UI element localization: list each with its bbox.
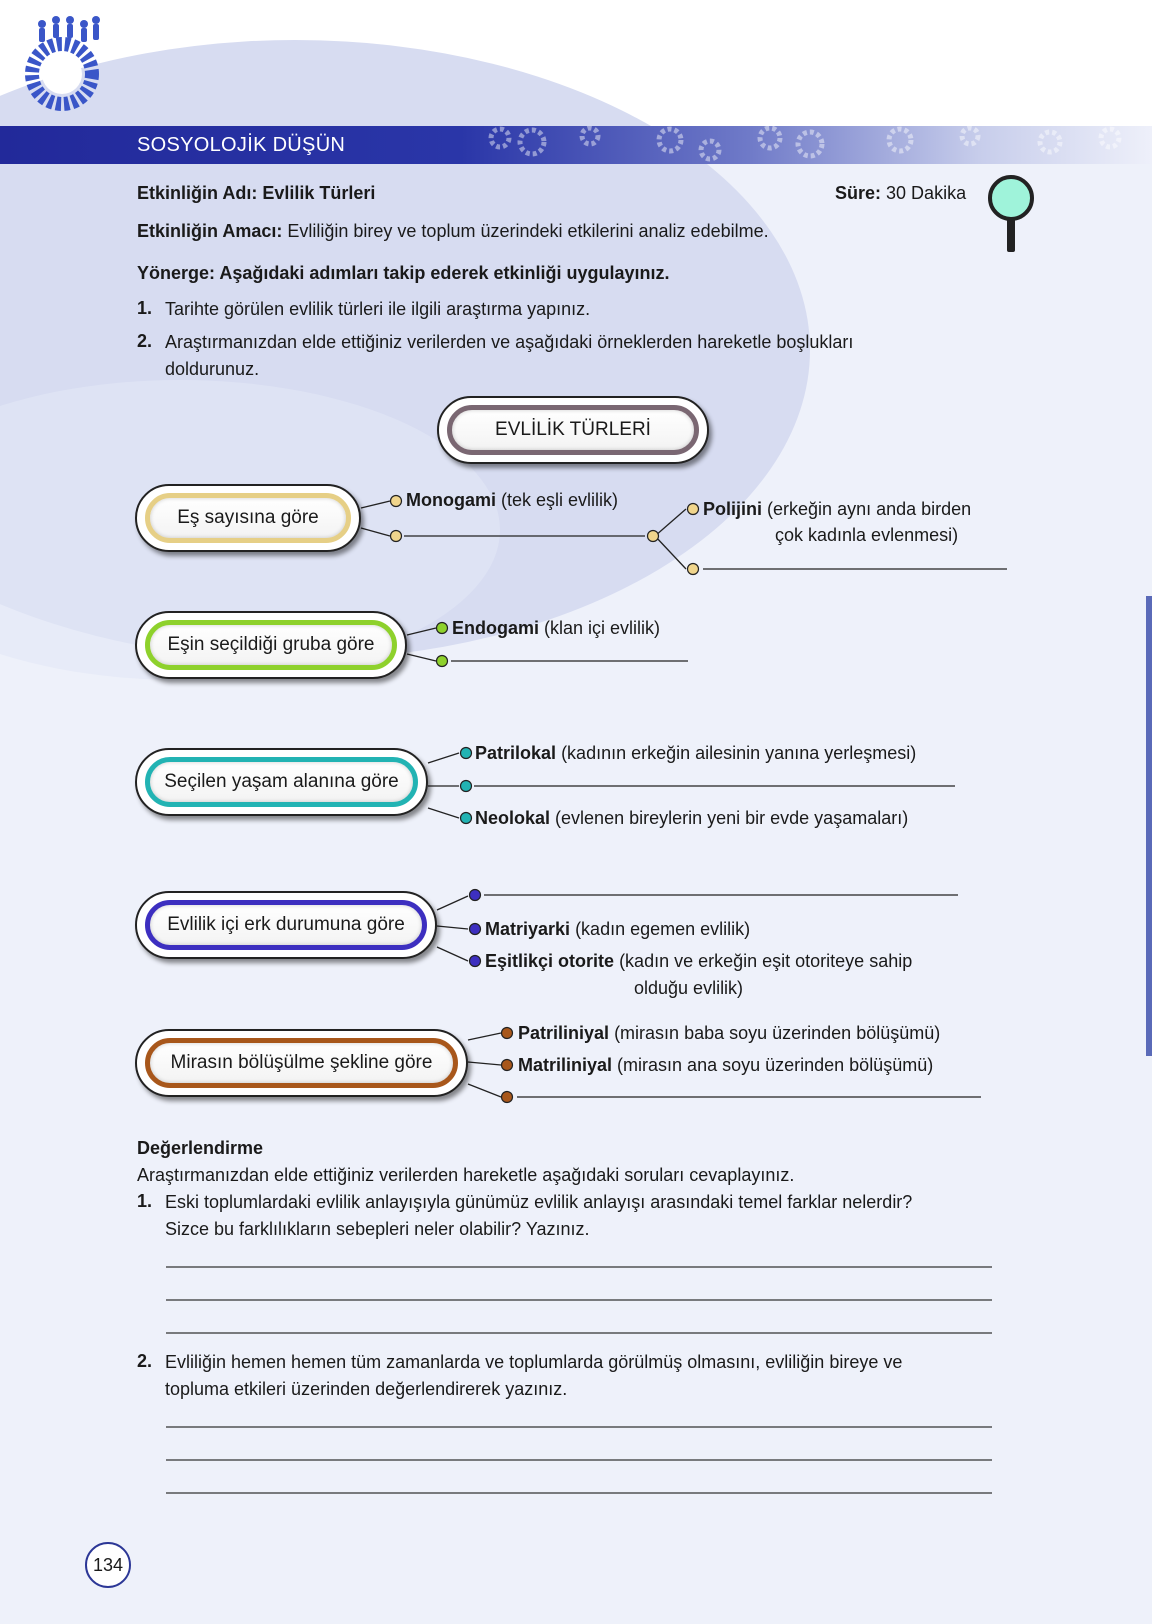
item-term: Neolokal (475, 808, 551, 828)
connector-line (428, 808, 459, 818)
step-number: 2. (137, 331, 153, 351)
category-label: Mirasın bölüşülme şekline göre (145, 1038, 458, 1088)
connector-line (437, 926, 468, 929)
connector-line (468, 1062, 501, 1065)
bullet-dot (391, 496, 402, 507)
question-text: Evliliğin hemen hemen tüm zamanlarda ve toplumlarda görülmüş olmasını, evliliğin bireye ve (165, 1352, 903, 1372)
connector-line (468, 1033, 501, 1040)
item-desc: (mirasın baba soyu üzerinden bölüşümü) (614, 1023, 941, 1043)
bullet-dot (502, 1028, 513, 1039)
item-desc: (tek eşli evlilik) (501, 490, 619, 510)
bullet-dot (688, 504, 699, 515)
activity-purpose-label: Etkinliğin Amacı: (137, 221, 283, 241)
bullet-dot (391, 531, 402, 542)
bullet-dot (461, 813, 472, 824)
bullet-dot (437, 656, 448, 667)
page-number: 134 (85, 1542, 131, 1588)
bullet-dot (502, 1092, 513, 1103)
connector-line (468, 1084, 501, 1097)
item-desc: (erkeğin aynı anda birden (767, 499, 972, 519)
evaluation-intro: Araştırmanızdan elde ettiğiniz verilerden hareketle aşağıdaki soruları cevaplayınız. (137, 1165, 795, 1185)
bullet-dot (470, 924, 481, 935)
item-endogamy (452, 615, 660, 641)
category-authority (135, 891, 437, 959)
evaluation-title: Değerlendirme (137, 1138, 264, 1158)
item-term: Matriyarki (485, 919, 571, 939)
item-term: Eşitlikçi otorite (485, 951, 615, 971)
bullet-dot (461, 781, 472, 792)
item-term: Monogami (406, 490, 496, 510)
instruction-text: Yönerge: Aşağıdaki adımları takip ederek etkinliği uygulayınız. (137, 263, 670, 283)
category-residence (135, 748, 428, 816)
question-text-continued: Sizce bu farklılıkların sebepleri neler olabilir? Yazınız. (165, 1219, 590, 1239)
category-label: Seçilen yaşam alanına göre (145, 757, 418, 807)
item-neolocal (475, 805, 908, 831)
connector-line (407, 654, 436, 661)
item-term: Endogami (452, 618, 540, 638)
connector-line (428, 753, 459, 763)
category-inheritance (135, 1029, 468, 1097)
activity-purpose-value: Evliliğin birey ve toplum üzerindeki etkilerini analiz edebilme. (287, 221, 769, 241)
step-text-continued: doldurunuz. (165, 359, 260, 379)
connector-line (655, 509, 686, 536)
question-number: 2. (137, 1351, 153, 1371)
bullet-dot (688, 564, 699, 575)
activity-name-label: Etkinliğin Adı: (137, 183, 258, 203)
item-polygyny (703, 496, 971, 522)
connector-line (437, 896, 468, 910)
item-desc: (kadın ve erkeğin eşit otoriteye sahip (619, 951, 913, 971)
item-term: Patriliniyal (518, 1023, 610, 1043)
item-desc: (evlenen bireylerin yeni bir evde yaşamaları) (555, 808, 909, 828)
bullet-dot (461, 748, 472, 759)
category-label: Eşin seçildiği gruba göre (145, 620, 397, 670)
step-number: 1. (137, 298, 153, 318)
question-number: 1. (137, 1191, 153, 1211)
bullet-dot (470, 890, 481, 901)
question-text-continued: topluma etkileri üzerinden değerlendirerek yazınız. (165, 1379, 568, 1399)
category-spouse-group (135, 611, 407, 679)
item-term: Matriliniyal (518, 1055, 613, 1075)
duration-value: 30 Dakika (886, 183, 967, 203)
diagram-root (437, 396, 709, 464)
item-egalitarian-desc-continued: olduğu evlilik) (634, 978, 744, 998)
item-patrilineal (518, 1020, 940, 1046)
section-title: SOSYOLOJİK DÜŞÜN (137, 134, 346, 156)
item-desc: (mirasın ana soyu üzerinden bölüşümü) (617, 1055, 934, 1075)
activity-name-value: Evlilik Türleri (262, 183, 376, 203)
question-text: Eski toplumlardaki evlilik anlayışıyla günümüz evlilik anlayışı arasındaki temel farklar nelerdir? (165, 1192, 913, 1212)
item-egalitarian (485, 948, 912, 974)
item-desc: (klan içi evlilik) (544, 618, 661, 638)
item-desc: (kadın egemen evlilik) (575, 919, 751, 939)
connector-line (361, 501, 390, 508)
category-label: Eş sayısına göre (145, 493, 351, 543)
item-term: Polijini (703, 499, 763, 519)
item-matrilineal (518, 1052, 933, 1078)
connector-line (361, 528, 390, 536)
category-label: Evlilik içi erk durumuna göre (145, 900, 427, 950)
bullet-dot (648, 531, 659, 542)
item-monogamy (406, 487, 618, 513)
step-text: Tarihte görülen evlilik türleri ile ilgili araştırma yapınız. (165, 299, 591, 319)
duration-label: Süre: (835, 183, 882, 203)
item-matriarchy (485, 916, 750, 942)
connector-line (437, 947, 468, 961)
bullet-dot (470, 956, 481, 967)
item-desc: (kadının erkeğin ailesinin yanına yerleşmesi) (561, 743, 917, 763)
item-patrilocal (475, 740, 916, 766)
item-term: Patrilokal (475, 743, 557, 763)
connector-line (655, 536, 686, 569)
bullet-dot (437, 623, 448, 634)
item-polygyny-desc-continued: çok kadınla evlenmesi) (775, 525, 959, 545)
connector-line (407, 628, 436, 635)
bullet-dot (502, 1060, 513, 1071)
category-spouse-count (135, 484, 361, 552)
step-text: Araştırmanızdan elde ettiğiniz verilerden ve aşağıdaki örneklerden hareketle boşlukları (165, 332, 854, 352)
diagram-root-label: EVLİLİK TÜRLERİ (447, 405, 699, 455)
